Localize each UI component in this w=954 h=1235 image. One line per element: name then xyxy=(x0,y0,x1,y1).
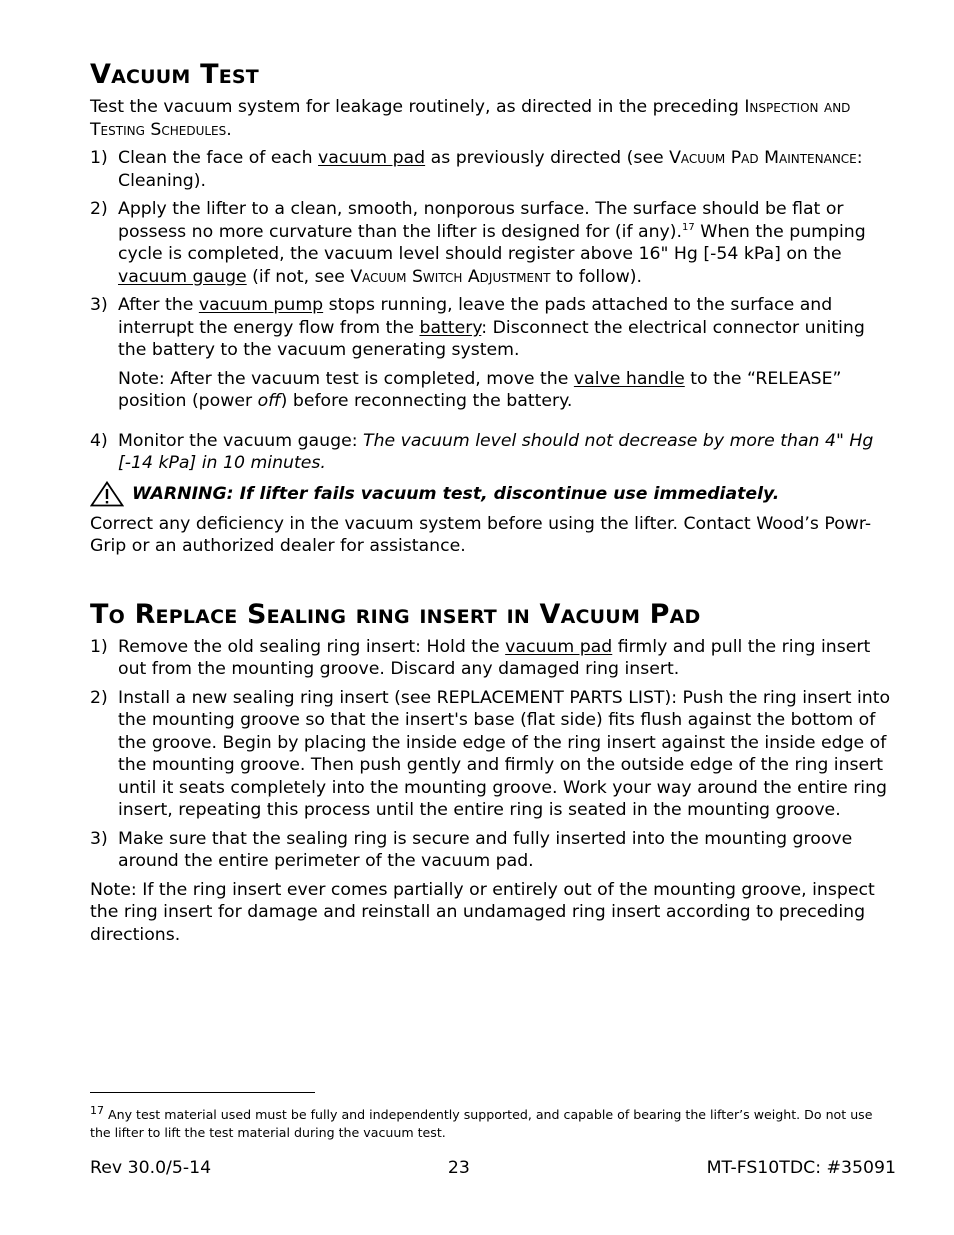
vacuum-test-step-3-note: Note: After the vacuum test is completed, move the valve handle to the “RELEASE” position (power off) before reconnecting the battery. xyxy=(118,368,842,411)
revision-label: Rev 30.0/5-14 xyxy=(90,1158,212,1178)
footnote-reference: 17 xyxy=(682,221,695,233)
term-vacuum-pad: vacuum pad xyxy=(318,148,426,168)
footnote-text: Any test material used must be fully and independently supported, and capable of bearing the lifter’s weight. Do not use the lifter to lift the test material during the vacuum test. xyxy=(90,1107,873,1140)
term-battery: battery xyxy=(419,317,482,338)
term-vacuum-pump: vacuum pump xyxy=(198,295,324,315)
section-title-vacuum-test: Vacuum Test xyxy=(90,59,259,90)
step-number: 1) xyxy=(90,148,108,168)
vacuum-test-step-1 xyxy=(90,147,896,192)
reference-vacuum-pad-maintenance: Vacuum Pad Maintenance xyxy=(669,148,857,168)
page-content xyxy=(90,58,896,946)
vacuum-requirement: The vacuum level should not decrease by more than 4" Hg [-14 kPa] in 10 minutes. xyxy=(118,430,874,474)
step-number: 4) xyxy=(90,430,108,451)
document-id: MT-FS10TDC: #35091 xyxy=(706,1158,896,1178)
step-text: Monitor the vacuum gauge: The vacuum level should not decrease by more than 4" Hg [-14 kPa] in 10 minutes. xyxy=(118,430,874,474)
reference-vacuum-switch-adjustment: Vacuum Switch Adjustment xyxy=(350,266,551,287)
intro-period: . xyxy=(226,119,232,140)
step-text: Apply the lifter to a clean, smooth, nonporous surface. The surface should be flat or possess no more curvature than the lifter is designed for (if any).$^{17}$ When the pumping cycle is completed, the vacuum level should register above 16" Hg [-54 kPa] on the vacuum gauge (if not, see Vacuum Switch Adjustment to follow). xyxy=(118,199,866,287)
term-vacuum-gauge: vacuum gauge xyxy=(118,266,247,287)
step-text: After the vacuum pump stops running, leave the pads attached to the surface and interrupt the energy flow from the battery: Disconnect the electrical connector uniting the battery to the vacuum generating system. xyxy=(118,295,865,360)
term-vacuum-pad: vacuum pad xyxy=(505,636,613,657)
replace-step-2 xyxy=(90,687,896,822)
replace-step-3 xyxy=(90,828,896,873)
step-text: Remove the old sealing ring insert: Hold the vacuum pad firmly and pull the ring insert out from the mounting groove. Discard any damaged ring insert. xyxy=(118,636,871,680)
replace-step-1 xyxy=(90,636,896,681)
step-number: 3) xyxy=(90,295,108,315)
warning-callout xyxy=(90,481,896,507)
step-text: Install a new sealing ring insert (see REPLACEMENT PARTS LIST): Push the ring insert into the mounting groove so that the insert's base (flat side) fits flush against the bottom of the groove. Begin by placing the inside edge of the ring insert against the inside edge of the mounting groove. Then push gently and firmly on the outside edge of the ring insert until it seats completely into the mounting groove. Work your way around the entire ring insert, repeating this process until the entire ring is seated in the mounting groove. xyxy=(118,687,891,821)
step-text: Make sure that the sealing ring is secure and fully inserted into the mounting groove around the entire perimeter of the vacuum pad. xyxy=(118,828,853,872)
footnote xyxy=(90,1103,896,1142)
step-number: 2) xyxy=(90,199,108,219)
step-number: 2) xyxy=(90,687,108,708)
step-text: Clean the face of each vacuum pad as previously directed (see Vacuum Pad Maintenance: Cleaning). xyxy=(118,148,863,191)
term-valve-handle: valve handle xyxy=(573,368,685,389)
footnote-mark: 17 xyxy=(90,1103,104,1117)
warning-triangle-icon xyxy=(90,481,124,507)
section-title-replace-sealing-ring: To Replace Sealing ring insert in Vacuum Pad xyxy=(90,598,701,630)
warning-text: WARNING: If lifter fails vacuum test, discontinue use immediately. xyxy=(132,483,780,504)
vacuum-test-intro xyxy=(90,96,896,141)
vacuum-test-step-4 xyxy=(90,430,896,475)
vacuum-test-closing: Correct any deficiency in the vacuum system before using the lifter. Contact Wood’s Powr-Grip or an authorized dealer for assistance. xyxy=(90,513,872,557)
page-footer xyxy=(90,1157,896,1179)
vacuum-test-step-3 xyxy=(90,294,896,362)
page-number: 23 xyxy=(447,1158,470,1178)
step-number: 3) xyxy=(90,828,108,849)
step-number: 1) xyxy=(90,636,108,657)
intro-text: Test the vacuum system for leakage routinely, as directed in the preceding xyxy=(90,97,745,117)
intro-reference: Inspection and Testing Schedules xyxy=(90,97,851,140)
footnote-separator xyxy=(90,1092,315,1093)
replace-note: Note: If the ring insert ever comes partially or entirely out of the mounting groove, inspect the ring insert for damage and reinstall an undamaged ring insert according to preceding directions. xyxy=(90,879,875,945)
vacuum-test-step-2 xyxy=(90,198,896,288)
